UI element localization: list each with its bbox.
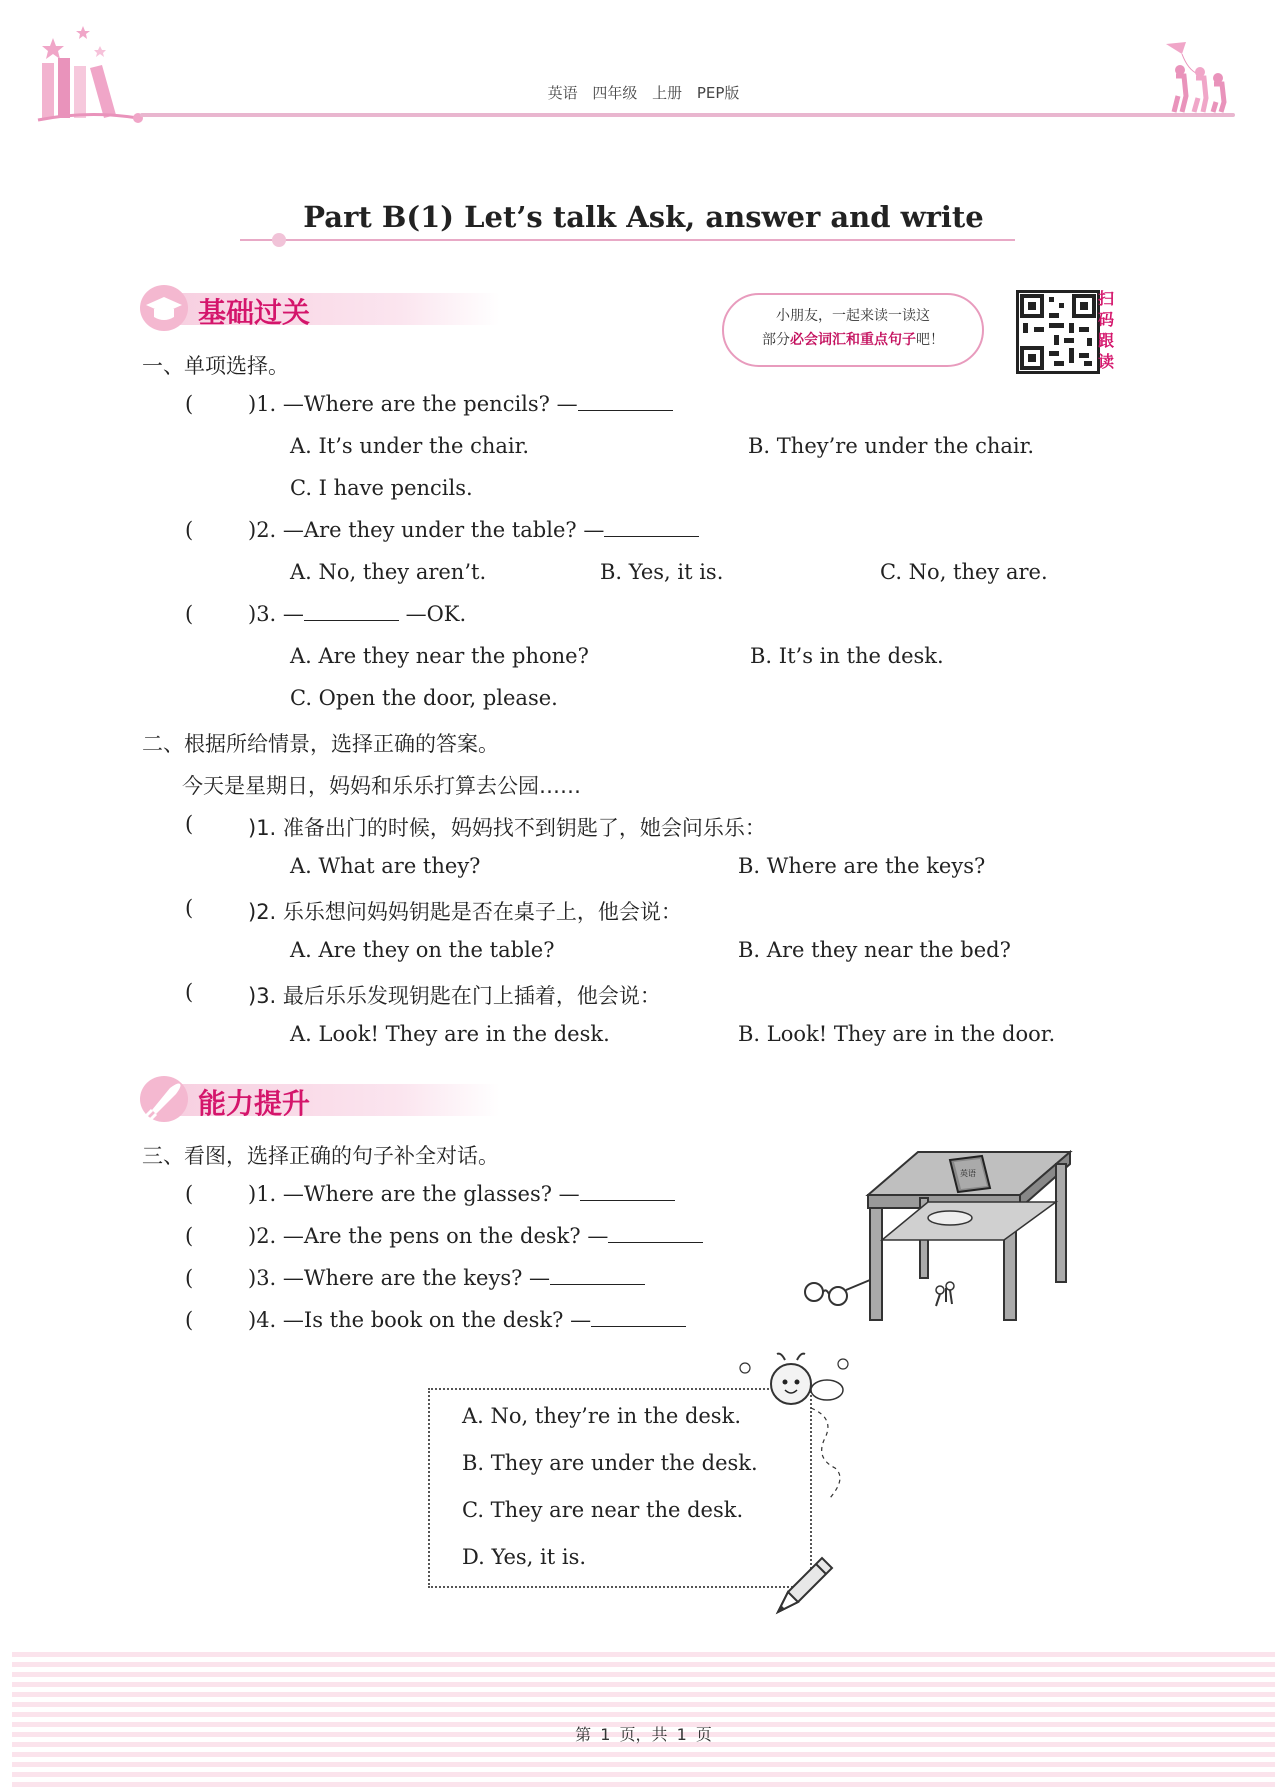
answer-paren[interactable]: ( <box>185 812 194 836</box>
page-number: 第 1 页，共 1 页 <box>575 1725 712 1744</box>
answer-paren[interactable]: ( <box>185 1182 194 1206</box>
scan-follow-label: 扫码跟读 <box>1098 289 1115 371</box>
question-stem: )2. —Are they under the table? — <box>248 518 699 542</box>
rocket-icon <box>140 1076 188 1122</box>
question-stem: )4. —Is the book on the desk? — <box>248 1308 686 1332</box>
question-stem: )1. —Where are the pencils? — <box>248 392 673 416</box>
option-c: C. I have pencils. <box>290 476 473 500</box>
page-title: Part B(1) Let’s talk Ask, answer and write <box>303 200 984 234</box>
answer-paren[interactable]: ( <box>185 518 194 542</box>
answer-blank[interactable] <box>604 518 699 537</box>
option-a: A. What are they? <box>290 854 481 878</box>
option-c: C. Open the door, please. <box>290 686 558 710</box>
answer-blank[interactable] <box>304 602 399 621</box>
option-a: A. Are they on the table? <box>290 938 555 962</box>
answer-paren[interactable]: ( <box>185 980 194 1004</box>
header-rule <box>140 113 1235 117</box>
answer-paren[interactable]: ( <box>185 392 194 416</box>
option-c: C. No, they are. <box>880 560 1048 584</box>
part2-intro: 今天是星期日，妈妈和乐乐打算去公园…… <box>182 774 581 798</box>
option-b: B. It’s in the desk. <box>750 644 944 668</box>
option-item: C. They are near the desk. <box>462 1498 744 1522</box>
answer-paren[interactable]: ( <box>185 602 194 626</box>
answer-blank[interactable] <box>591 1308 686 1327</box>
question-stem: )2. 乐乐想问妈妈钥匙是否在桌子上，他会说： <box>248 900 682 924</box>
answer-paren[interactable]: ( <box>185 896 194 920</box>
option-item: B. They are under the desk. <box>462 1451 758 1475</box>
option-a: A. Are they near the phone? <box>290 644 589 668</box>
question-stem: )1. 准备出门的时候，妈妈找不到钥匙了，她会问乐乐： <box>248 816 766 840</box>
option-b: B. Yes, it is. <box>600 560 724 584</box>
question-stem: )3. — —OK. <box>248 602 467 626</box>
option-b: B. Are they near the bed? <box>738 938 1011 962</box>
option-item: A. No, they’re in the desk. <box>462 1404 741 1428</box>
desk-illustration <box>790 1140 1080 1330</box>
section-badge-advance: 能力提升 <box>140 1076 520 1122</box>
qr-code[interactable] <box>1016 290 1100 374</box>
option-item: D. Yes, it is. <box>462 1545 587 1569</box>
option-b: B. Where are the keys? <box>738 854 986 878</box>
option-b: B. They’re under the chair. <box>748 434 1035 458</box>
answer-blank[interactable] <box>608 1224 703 1243</box>
pencil-icon <box>770 1548 840 1620</box>
book-label: 英语 <box>960 1169 976 1178</box>
graduation-cap-icon <box>140 285 188 331</box>
question-stem: )1. —Where are the glasses? — <box>248 1182 675 1206</box>
answer-blank[interactable] <box>578 392 673 411</box>
answer-paren[interactable]: ( <box>185 1308 194 1332</box>
question-stem: )3. —Where are the keys? — <box>248 1266 645 1290</box>
answer-paren[interactable]: ( <box>185 1266 194 1290</box>
option-b: B. Look! They are in the door. <box>738 1022 1056 1046</box>
answer-blank[interactable] <box>580 1182 675 1201</box>
title-dot <box>272 233 286 247</box>
bee-illustration <box>735 1348 875 1518</box>
part3-heading: 三、看图，选择正确的句子补全对话。 <box>142 1144 499 1168</box>
header-logo <box>28 18 158 128</box>
kids-kite-illustration <box>1158 40 1238 115</box>
tip-bubble: 小朋友，一起来读一读这 部分必会词汇和重点句子吧！ <box>722 293 984 367</box>
option-a: A. It’s under the chair. <box>290 434 530 458</box>
answer-paren[interactable]: ( <box>185 1224 194 1248</box>
question-stem: )2. —Are the pens on the desk? — <box>248 1224 703 1248</box>
part1-heading: 一、单项选择。 <box>142 354 289 378</box>
part2-heading: 二、根据所给情景，选择正确的答案。 <box>142 732 499 756</box>
answer-blank[interactable] <box>550 1266 645 1285</box>
title-underline <box>240 239 1015 241</box>
option-a: A. No, they aren’t. <box>290 560 487 584</box>
section-badge-basic: 基础过关 <box>140 285 520 331</box>
footer-stripes <box>12 1652 1275 1789</box>
option-a: A. Look! They are in the desk. <box>290 1022 610 1046</box>
question-stem: )3. 最后乐乐发现钥匙在门上插着，他会说： <box>248 984 661 1008</box>
header-text: 英语 四年级 上册 PEP版 <box>547 84 740 102</box>
